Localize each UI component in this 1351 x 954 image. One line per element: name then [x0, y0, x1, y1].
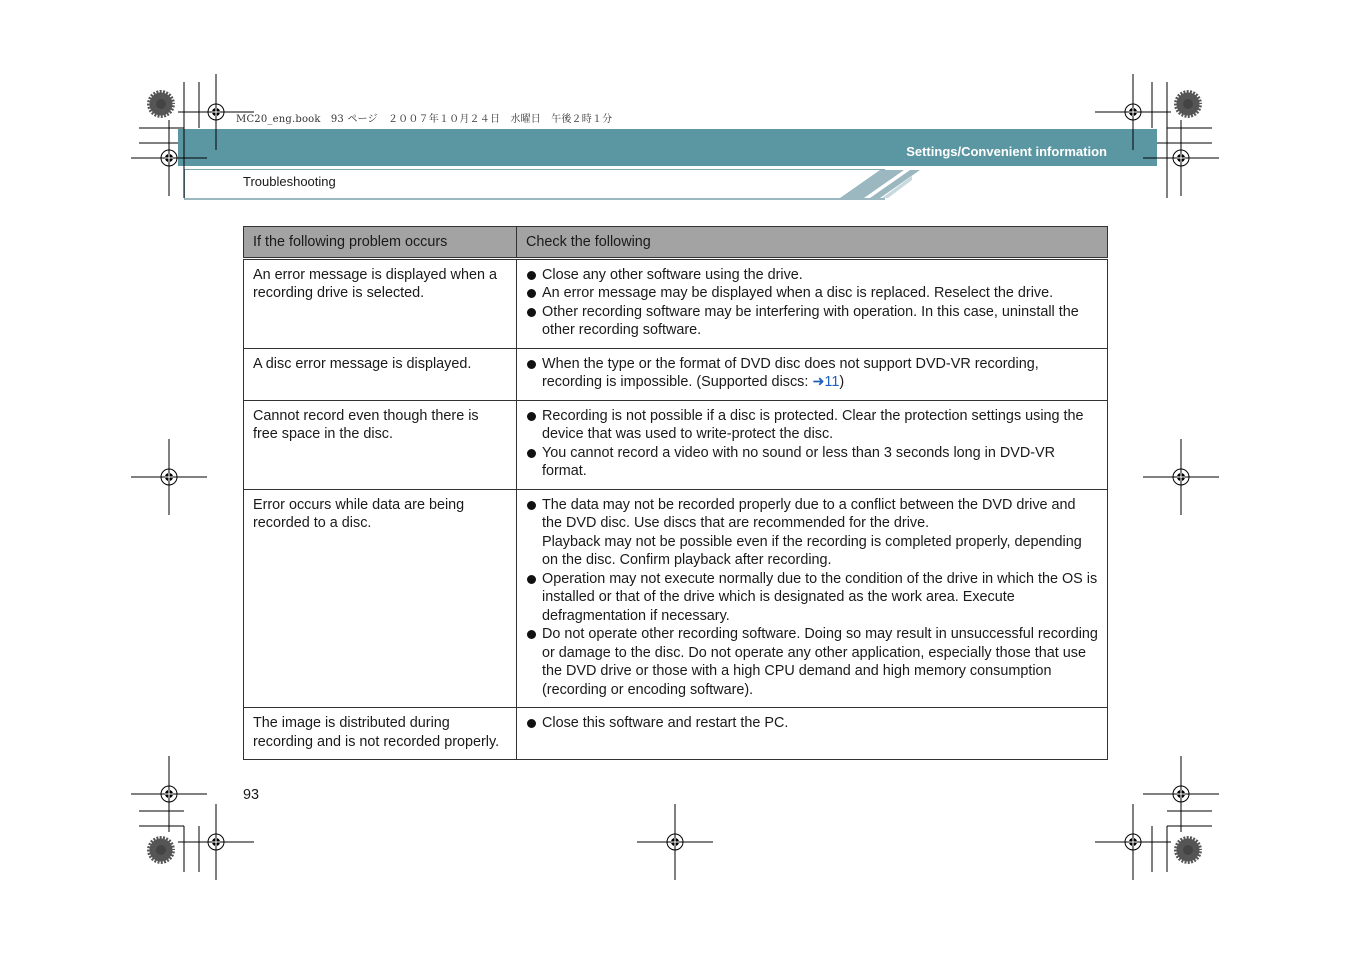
subsection-title: Troubleshooting — [243, 174, 336, 189]
check-text-end: ) — [839, 374, 845, 390]
page-reference-link[interactable]: ➜11 — [812, 374, 840, 390]
check-text: Other recording software may be interfering with operation. In this case, uninstall the other recording software. — [542, 303, 1079, 338]
problem-cell: The image is distributed during recording and is not recorded properly. — [244, 708, 517, 760]
print-slug: MC20_eng.book 93 ページ ２００７年１０月２４日 水曜日 午後２時１分 — [236, 114, 613, 125]
check-text: Close this software and restart the PC. — [542, 715, 789, 731]
check-text: Operation may not execute normally due to the condition of the drive in which the OS is installed or that of the drive which is designated as the work area. Execute defragmentation if necessary. — [542, 570, 1098, 624]
problem-cell: A disc error message is displayed. — [244, 348, 517, 400]
problem-cell: Cannot record even though there is free space in the disc. — [244, 400, 517, 489]
check-text: Do not operate other recording software. Doing so may result in unsuccessful recording or damage to the disc. Do not operate any other application, especially those that use the DVD drive or those with a high CPU demand and high memory consumption (recording or encoding software). — [542, 626, 1098, 698]
page-number: 93 — [243, 787, 260, 803]
check-text: When the type or the format of DVD disc does not support DVD-VR recording, recording is impossible. (Supported discs: — [542, 355, 1039, 390]
check-text: The data may not be recorded properly due to a conflict between the DVD drive and the DVD disc. Use discs that are recommended for the drive. — [542, 496, 1076, 531]
check-text-continued: Playback may not be possible even if the recording is completed properly, depending on the disc. Confirm playback after recording. — [542, 533, 1082, 568]
check-text: Recording is not possible if a disc is protected. Clear the protection settings using the device that was used to write-protect the disc. — [542, 407, 1084, 442]
problem-cell: An error message is displayed when a recording drive is selected. — [244, 258, 517, 348]
section-title: Settings/Convenient information — [906, 144, 1107, 159]
check-text: You cannot record a video with no sound or less than 3 seconds long in DVD-VR format. — [542, 444, 1056, 479]
check-text: An error message may be displayed when a disc is replaced. Reselect the drive. — [542, 285, 1054, 301]
check-text: Close any other software using the drive. — [542, 266, 803, 283]
column-header-problem: If the following problem occurs — [244, 227, 517, 259]
column-header-check: Check the following — [517, 227, 1108, 259]
problem-cell: Error occurs while data are being recorded to a disc. — [244, 489, 517, 708]
